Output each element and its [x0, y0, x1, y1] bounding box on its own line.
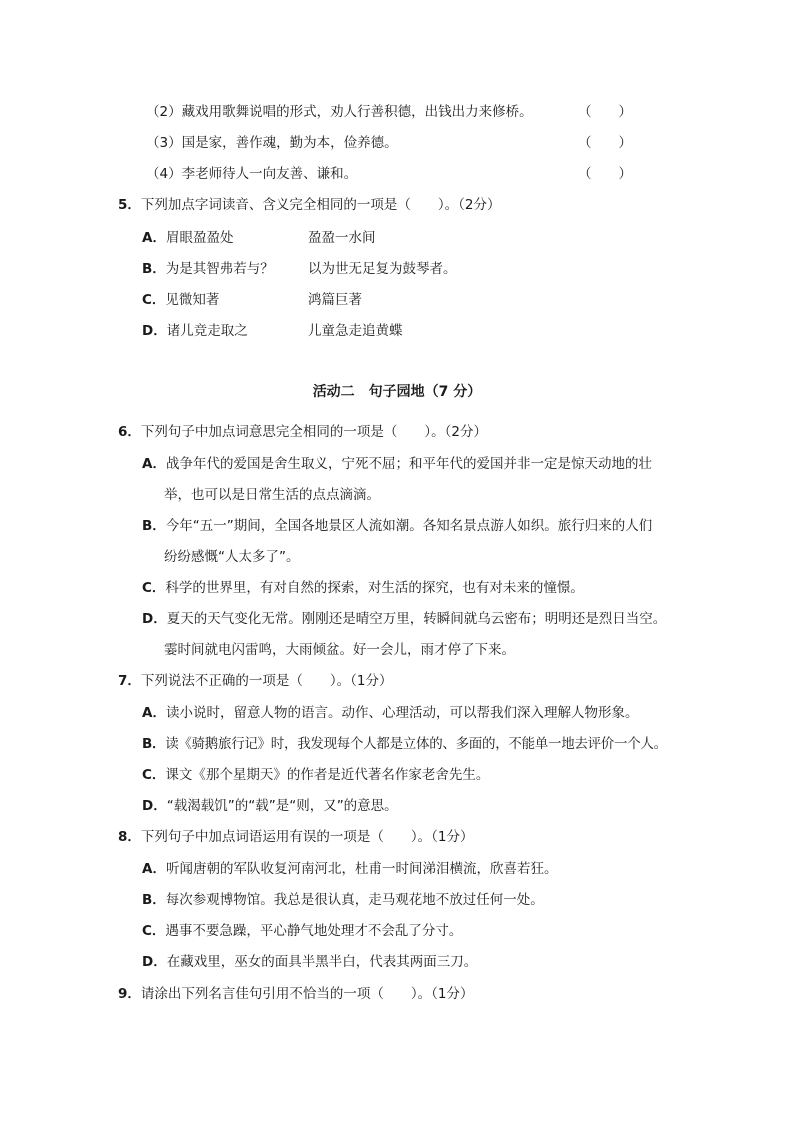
- q5-option-a[interactable]: [142, 228, 233, 248]
- q7-option-c-label: C．: [142, 767, 166, 783]
- q5-option-c[interactable]: [142, 290, 219, 310]
- q4-item-3-answer-blank[interactable]: （ ）: [578, 135, 632, 151]
- question-9: [118, 984, 474, 1004]
- q4-item-3: （3）国是家，善作魂，勤为本，俭养德。: [146, 135, 398, 151]
- q6-option-a[interactable]: [142, 454, 652, 474]
- section-title: 活动二 句子园地（7 分）: [312, 384, 482, 400]
- q7-option-c-text: 课文《那个星期天》的作者是近代著名作家老舍先生。: [165, 767, 490, 783]
- question-8: [118, 827, 474, 847]
- question-9-number: 9．: [118, 986, 141, 1002]
- q6-option-b[interactable]: [142, 516, 652, 536]
- q8-option-d[interactable]: [142, 952, 477, 972]
- q8-option-d-text: 在藏戏里，巫女的面具半黑半白，代表其两面三刀。: [166, 954, 478, 970]
- q8-option-b-label: B．: [142, 892, 166, 908]
- q8-option-c-label: C．: [142, 923, 166, 939]
- q8-option-d-label: D．: [142, 954, 167, 970]
- q6-option-c-label: C．: [142, 580, 166, 596]
- q8-option-c[interactable]: [142, 921, 462, 941]
- q6-option-c[interactable]: [142, 578, 584, 598]
- q5-option-c-right: 鸿篇巨著: [308, 292, 362, 308]
- q4-item-2-answer-blank[interactable]: （ ）: [578, 104, 632, 120]
- q6-option-d[interactable]: [142, 609, 666, 629]
- q6-option-a-label: A．: [142, 456, 166, 472]
- question-5-stem: 下列加点字词读音、含义完全相同的一项是（ ）。（2分）: [140, 197, 501, 213]
- q8-option-b-text: 每次参观博物馆。我总是很认真，走马观花地不放过任何一处。: [165, 892, 544, 908]
- q5-option-b-label: B．: [142, 261, 166, 277]
- q4-item-4: （4）李老师待人一向友善、谦和。: [146, 166, 358, 182]
- question-8-stem: 下列句子中加点词语运用有误的一项是（ ）。（1分）: [140, 829, 474, 845]
- question-6-number: 6．: [118, 424, 141, 440]
- q6-option-d-label: D．: [142, 611, 167, 627]
- question-7: [118, 671, 393, 691]
- q6-option-b-line1: 今年“五一”期间，全国各地景区人流如潮。各知名景点游人如织。旅行归来的人们: [165, 518, 653, 534]
- q6-option-b-line2: 纷纷感慨“人太多了”。: [164, 549, 300, 565]
- question-9-stem: 请涂出下列名言佳句引用不恰当的一项（ ）。（1分）: [140, 986, 474, 1002]
- question-5: [118, 195, 501, 215]
- q5-option-b-left: 为是其智弗若与？: [165, 261, 274, 277]
- q6-option-d-line2: 霎时间就电闪雷鸣，大雨倾盆。好一会儿，雨才停了下来。: [164, 642, 515, 658]
- q7-option-a-label: A．: [142, 705, 166, 721]
- q8-option-b[interactable]: [142, 890, 544, 910]
- question-6: [118, 422, 487, 442]
- q8-option-c-text: 遇事不要急躁，平心静气地处理才不会乱了分寸。: [165, 923, 463, 939]
- q5-option-b-right: 以为世无足复为鼓琴者。: [308, 261, 457, 277]
- q5-option-a-left: 眉眼盈盈处: [165, 230, 234, 246]
- q4-item-2: （2）藏戏用歌舞说唱的形式，劝人行善积德，出钱出力来修桥。: [146, 104, 533, 120]
- question-7-number: 7．: [118, 673, 141, 689]
- q6-option-c-line1: 科学的世界里，有对自然的探索，对生活的探究，也有对未来的憧憬。: [165, 580, 584, 596]
- q5-option-d-right: 儿童急走追黄蝶: [308, 323, 403, 339]
- q7-option-c[interactable]: [142, 765, 489, 785]
- question-7-stem: 下列说法不正确的一项是（ ）。（1分）: [140, 673, 393, 689]
- q5-option-c-left: 见微知著: [165, 292, 220, 308]
- q7-option-b-label: B．: [142, 736, 166, 752]
- q5-option-a-label: A．: [142, 230, 166, 246]
- q6-option-b-label: B．: [142, 518, 166, 534]
- q8-option-a[interactable]: [142, 859, 557, 879]
- question-5-number: 5．: [118, 197, 141, 213]
- q5-option-d[interactable]: [142, 321, 248, 341]
- q5-option-c-label: C．: [142, 292, 166, 308]
- q7-option-b-text: 读《骑鹅旅行记》时，我发现每个人都是立体的、多面的，不能单一地去评价一个人。: [165, 736, 667, 752]
- q5-option-d-left: 诸儿竞走取之: [166, 323, 248, 339]
- question-6-stem: 下列句子中加点词意思完全相同的一项是（ ）。（2分）: [140, 424, 487, 440]
- question-8-number: 8．: [118, 829, 141, 845]
- q7-option-a-text: 读小说时，留意人物的语言。动作、心理活动，可以帮我们深入理解人物形象。: [165, 705, 639, 721]
- q5-option-d-label: D．: [142, 323, 167, 339]
- q4-item-4-answer-blank[interactable]: （ ）: [578, 166, 632, 182]
- q7-option-d-text: “载渴载饥”的“载”是“则，又”的意思。: [166, 798, 398, 814]
- q6-option-a-line2: 举，也可以是日常生活的点点滴滴。: [164, 487, 380, 503]
- q7-option-a[interactable]: [142, 703, 638, 723]
- q5-option-a-right: 盈盈一水间: [308, 230, 376, 246]
- q8-option-a-label: A．: [142, 861, 166, 877]
- q7-option-d-label: D．: [142, 798, 167, 814]
- q6-option-a-line1: 战争年代的爱国是舍生取义，宁死不屈；和平年代的爱国并非一定是惊天动地的壮: [165, 456, 652, 472]
- q7-option-b[interactable]: [142, 734, 667, 754]
- q5-option-b[interactable]: [142, 259, 274, 279]
- q8-option-a-text: 听闻唐朝的军队收复河南河北，杜甫一时间涕泪横流，欣喜若狂。: [165, 861, 558, 877]
- q7-option-d[interactable]: [142, 796, 398, 816]
- q6-option-d-line1: 夏天的天气变化无常。刚刚还是晴空万里，转瞬间就乌云密布；明明还是烈日当空。: [166, 611, 667, 627]
